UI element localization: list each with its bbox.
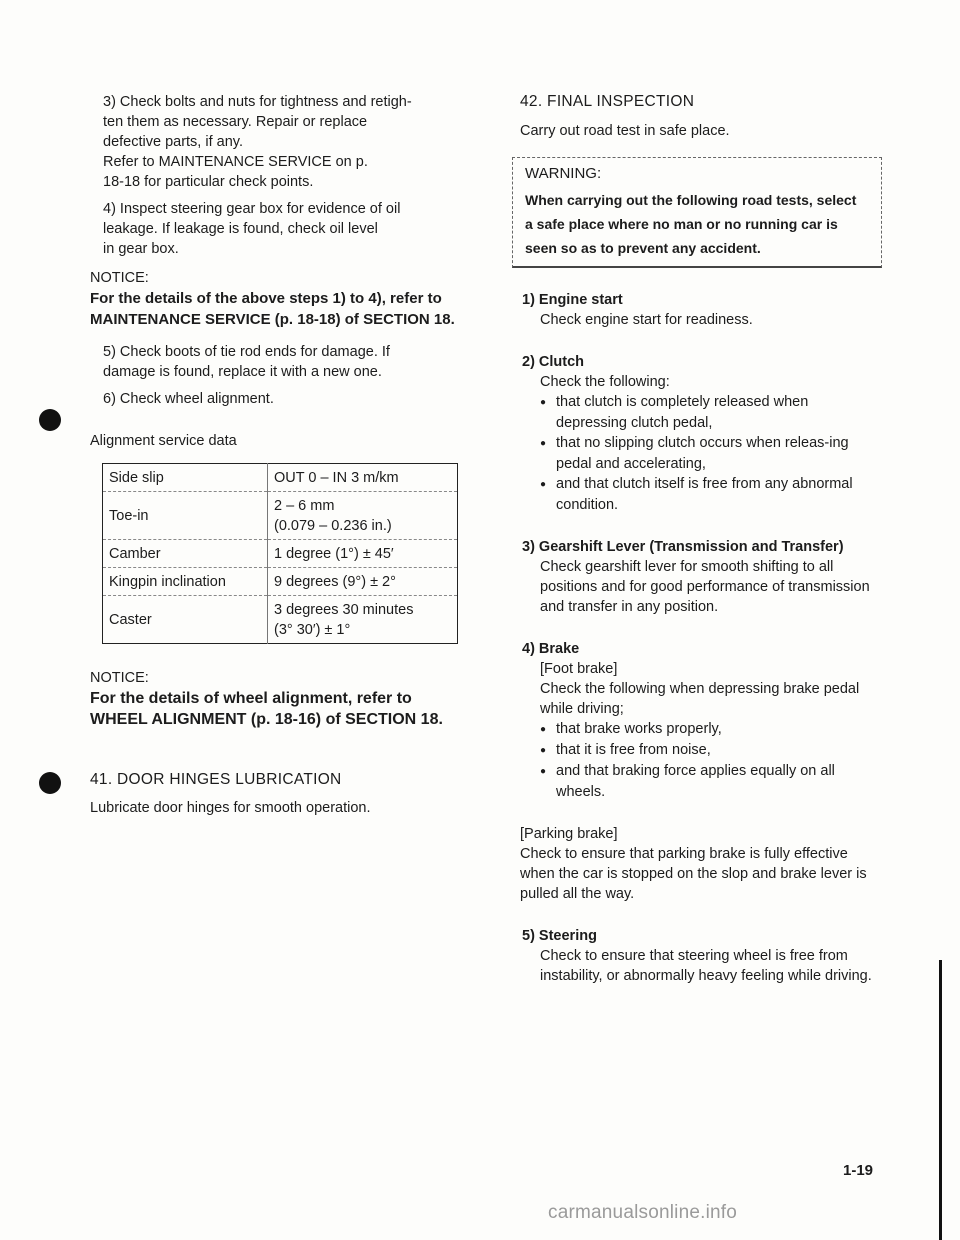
page-edge-line xyxy=(939,960,942,1240)
value-line: 2 – 6 mm xyxy=(274,498,335,514)
section-42-intro: Carry out road test in safe place. xyxy=(520,123,730,139)
section-42-title: 42. FINAL INSPECTION xyxy=(520,93,695,110)
step-4 xyxy=(90,199,462,259)
bullet-item: ● and that braking force applies equally on all wheels. xyxy=(520,761,882,802)
parking-brake-text: Check to ensure that parking brake is fully effective when the car is stopped on the slop and brake lever is pulled all the way. xyxy=(520,846,867,902)
table-label: Camber xyxy=(103,540,268,568)
item-clutch xyxy=(520,352,882,515)
item-heading: 2) Clutch xyxy=(522,354,585,370)
item-text: Check engine start for readiness. xyxy=(540,312,753,328)
bullet-item: ● that it is free from noise, xyxy=(520,740,882,761)
table-label: Caster xyxy=(103,596,268,644)
binder-hole-mark xyxy=(39,409,61,431)
item-gearshift xyxy=(520,537,882,617)
binder-hole-mark xyxy=(39,772,61,794)
text-line: in gear box. xyxy=(103,241,179,257)
table-row xyxy=(103,568,458,596)
parking-brake-label: [Parking brake] xyxy=(520,826,618,842)
bullet-item: ● that clutch is completely released when depressing clutch pedal, xyxy=(520,392,882,433)
item-text: Check gearshift lever for smooth shifting to all positions and for good performance of transmission and transfer in any position. xyxy=(540,559,870,615)
bullet-item: ● and that clutch itself is free from any abnormal condition. xyxy=(520,474,882,515)
table-value xyxy=(268,568,458,596)
item-heading: 3) Gearshift Lever (Transmission and Transfer) xyxy=(522,539,844,555)
right-column xyxy=(520,92,882,986)
table-label: Kingpin inclination xyxy=(103,568,268,596)
warning-heading: WARNING: xyxy=(525,165,602,182)
item-heading: 4) Brake xyxy=(522,641,580,657)
value-line: (0.079 – 0.236 in.) xyxy=(274,518,392,534)
table-value xyxy=(268,540,458,568)
table-row xyxy=(103,492,458,540)
step-5 xyxy=(90,342,462,382)
value-line: (3° 30′) ± 1° xyxy=(274,622,351,638)
step-6 xyxy=(90,389,462,409)
text-line: leakage. If leakage is found, check oil level xyxy=(103,221,378,237)
text-line: 4) Inspect steering gear box for evidence of oil xyxy=(103,201,401,217)
text-line: defective parts, if any. xyxy=(103,134,243,150)
section-41-title: 41. DOOR HINGES LUBRICATION xyxy=(90,771,342,788)
notice-heading: NOTICE: xyxy=(90,270,149,286)
foot-brake-label: [Foot brake] xyxy=(540,661,618,677)
table-row xyxy=(103,596,458,644)
item-parking-brake xyxy=(520,824,882,904)
section-41-text: Lubricate door hinges for smooth operation. xyxy=(90,800,371,816)
value-line: 9 degrees (9°) ± 2° xyxy=(274,574,396,590)
notice-text: For the details of wheel alignment, refer to WHEEL ALIGNMENT (p. 18-16) of SECTION 18. xyxy=(90,690,443,728)
table-label: Side slip xyxy=(103,464,268,492)
value-line: 3 degrees 30 minutes xyxy=(274,602,414,618)
text-line: damage is found, replace it with a new one. xyxy=(103,364,382,380)
text-line: 6) Check wheel alignment. xyxy=(103,391,274,407)
text-line: Refer to MAINTENANCE SERVICE on p. xyxy=(103,154,368,170)
alignment-table xyxy=(102,463,458,644)
item-steering xyxy=(520,926,882,986)
bullet-item: ● that no slipping clutch occurs when releas-ing pedal and accelerating, xyxy=(520,433,882,474)
item-brake xyxy=(520,639,882,802)
table-value xyxy=(268,464,458,492)
text-line: 18-18 for particular check points. xyxy=(103,174,314,190)
table-row xyxy=(103,540,458,568)
watermark: carmanualsonline.info xyxy=(548,1202,738,1223)
left-column xyxy=(90,92,462,818)
item-heading: 5) Steering xyxy=(522,928,597,944)
table-caption: Alignment service data xyxy=(90,433,237,449)
item-text: Check the following: xyxy=(540,374,670,390)
text-line: 3) Check bolts and nuts for tightness and retigh- xyxy=(103,94,412,110)
value-line: 1 degree (1°) ± 45′ xyxy=(274,546,394,562)
page-number: 1-19 xyxy=(843,1162,874,1179)
table-row xyxy=(103,464,458,492)
bullet-item: ● that brake works properly, xyxy=(520,719,882,740)
item-engine-start xyxy=(520,290,882,330)
item-heading: 1) Engine start xyxy=(522,292,623,308)
value-line: OUT 0 – IN 3 m/km xyxy=(274,470,399,486)
item-text: Check to ensure that steering wheel is free from instability, or abnormally heavy feeling while driving. xyxy=(540,948,872,984)
step-3 xyxy=(90,92,462,192)
foot-brake-text: Check the following when depressing brake pedal while driving; xyxy=(540,681,860,717)
notice-text: For the details of the above steps 1) to 4), refer to MAINTENANCE SERVICE (p. 18-18) of SECTION 18. xyxy=(90,290,455,328)
text-line: ten them as necessary. Repair or replace xyxy=(103,114,368,130)
warning-box xyxy=(512,157,882,268)
table-label: Toe-in xyxy=(103,492,268,540)
table-value xyxy=(268,596,458,644)
warning-text: When carrying out the following road tests, select a safe place where no man or no running car is seen so as to prevent any accident. xyxy=(525,192,857,256)
notice-heading: NOTICE: xyxy=(90,670,149,686)
text-line: 5) Check boots of tie rod ends for damage. If xyxy=(103,344,390,360)
table-value xyxy=(268,492,458,540)
